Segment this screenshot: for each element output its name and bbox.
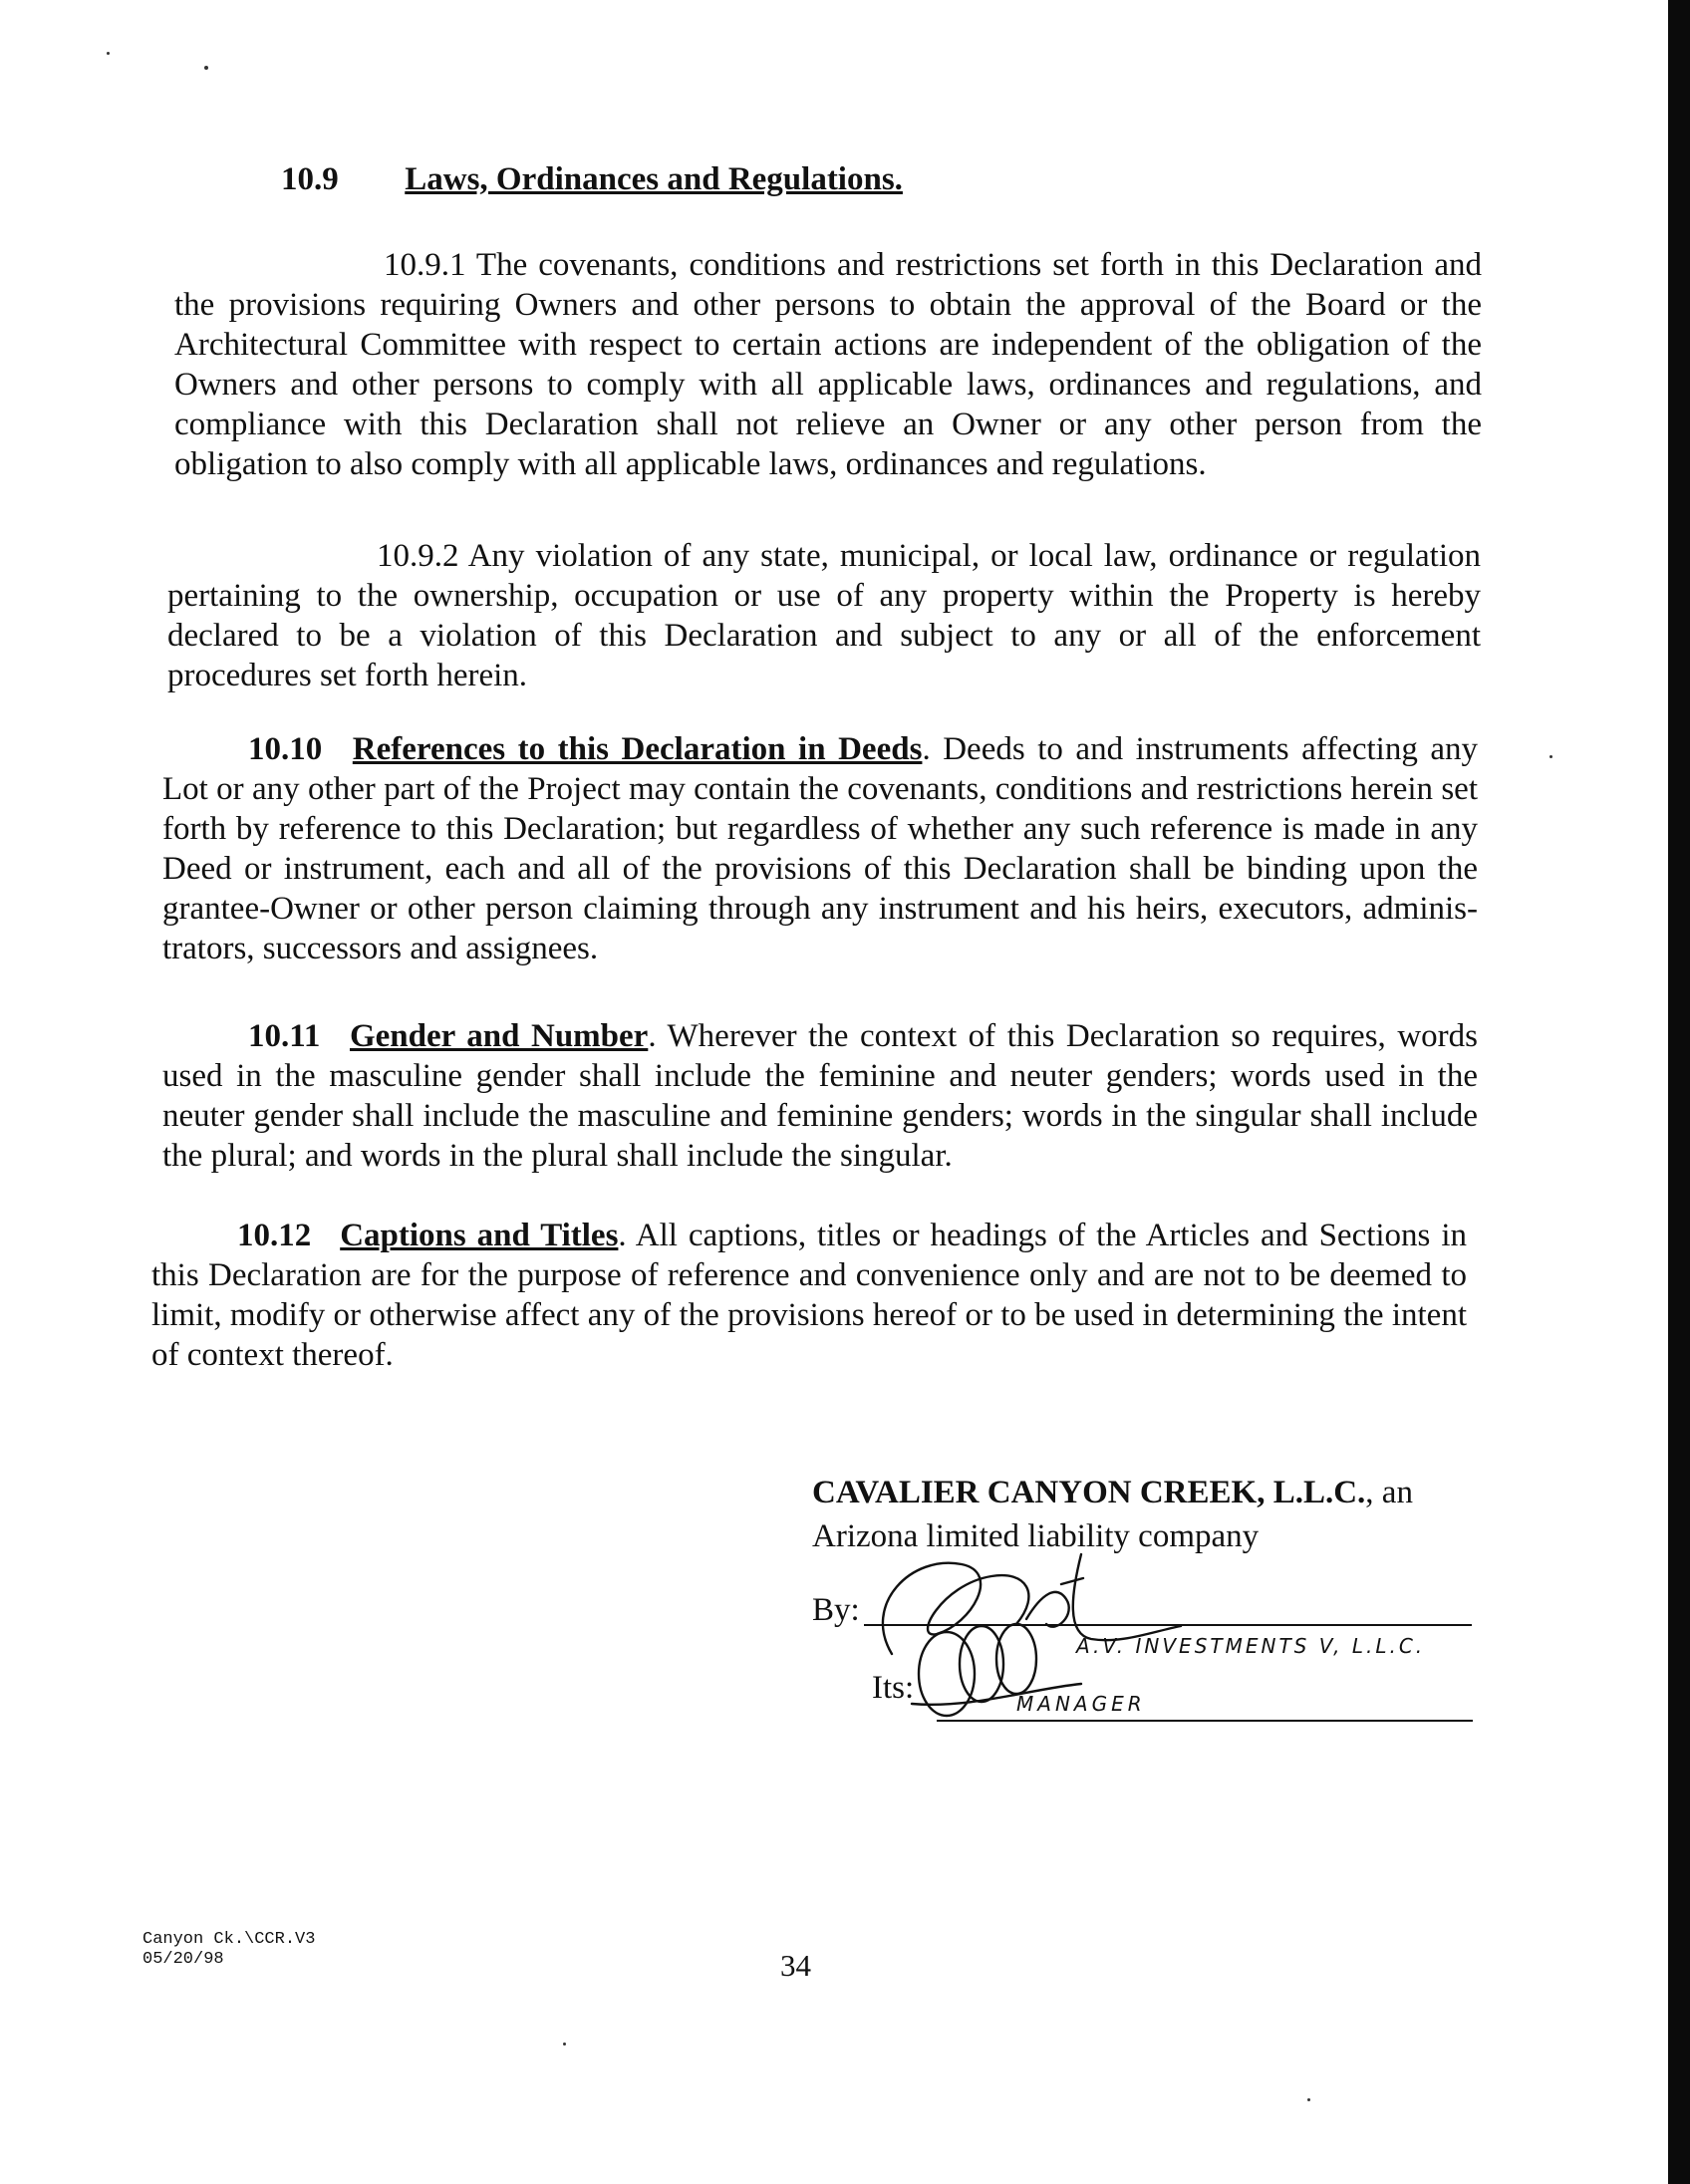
paragraph-number: 10.9.1	[384, 247, 466, 283]
company-line	[812, 1475, 1413, 1511]
section-title: Gender and Number	[349, 1018, 649, 1054]
paragraph-text: Any violation of any state, municipal, or local law, ordinance or regulation pertaining to the ownership, occupation or use of any property within the Property is hereby declared to be a violation of this Declaration and subject to any or all of the enforcement procedures set forth herein.	[167, 538, 1481, 693]
page-number: 34	[780, 1948, 811, 1983]
scan-speck	[204, 66, 208, 70]
handwritten-signature	[852, 1514, 1270, 1724]
its-label: Its:	[872, 1670, 915, 1706]
company-suffix: , an	[1365, 1475, 1413, 1510]
section-title: Laws, Ordinances and Regulations.	[405, 161, 903, 197]
section-text: . Wherever the context of this Declaration so requires, words used in the masculine gender shall include the feminine and neuter genders; words used in the neuter gender shall include the masculine and feminine genders; words in the singular shall include the plural; and words in the plural shall include the singular.	[162, 1018, 1479, 1174]
paragraph-10-9-1	[174, 245, 1482, 484]
section-title: Captions and Titles	[340, 1218, 619, 1253]
section-number: 10.10	[248, 731, 323, 767]
section-10-11	[162, 1016, 1478, 1176]
company-description: Arizona limited liability company	[812, 1518, 1260, 1554]
section-text: . All captions, titles or headings of the Articles and Sections in this Declaration are for the purpose of reference and convenience only and are not to be deemed to limit, modify or otherwise affect any of the provisions hereof or to be used in determining the intent of context thereof.	[151, 1218, 1467, 1373]
scan-speck	[1307, 2098, 1310, 2101]
paragraph-10-9-2	[167, 536, 1481, 695]
section-title: References to this Declaration in Deeds	[352, 731, 923, 767]
paragraph-number: 10.9.2	[377, 538, 459, 574]
document-footer-code	[142, 1930, 315, 1970]
paragraph-text: The covenants, conditions and restrictions set forth in this Declaration and the provisions requiring Owners and other persons to obtain the approval of the Board or the Architectural Committee with respect to certain actions are independent of the obligation of the Owners and other persons to comply with all applicable laws, ordinances and regulations, and compliance with this Declaration shall not relieve an Owner or any other person from the obligation to also comply with all applicable laws, ordinances and regulations.	[174, 247, 1482, 482]
section-10-12	[151, 1216, 1467, 1375]
by-label: By:	[812, 1592, 860, 1628]
section-number: 10.9	[281, 161, 339, 197]
its-handwritten-title: MANAGER	[1016, 1692, 1146, 1716]
scan-speck	[107, 52, 110, 55]
section-text: . Deeds to and instruments affecting any Lot or any other part of the Project may contain the covenants, conditions and restrictions herein set forth by reference to this Declaration; but regardless of whether any such reference is made in any Deed or instrument, each and all of the provisions of this Declaration shall be binding upon the grantee-Owner or other person claiming through any instrument and his heirs, executors, adminis-trators, successors and assignees.	[162, 731, 1478, 966]
company-name: CAVALIER CANYON CREEK, L.L.C.	[812, 1475, 1366, 1510]
scan-speck	[563, 2043, 566, 2046]
section-number: 10.11	[248, 1018, 321, 1054]
footer-date: 05/20/98	[142, 1950, 224, 1969]
section-10-9-heading	[281, 161, 903, 198]
by-handwritten-entity: A.V. INVESTMENTS V, L.L.C.	[1076, 1634, 1426, 1658]
scan-speck	[1549, 755, 1552, 758]
section-10-10	[162, 729, 1478, 968]
footer-file-reference: Canyon Ck.\CCR.V3	[142, 1930, 316, 1949]
section-number: 10.12	[237, 1218, 312, 1253]
scan-edge-shadow	[1668, 0, 1690, 2184]
